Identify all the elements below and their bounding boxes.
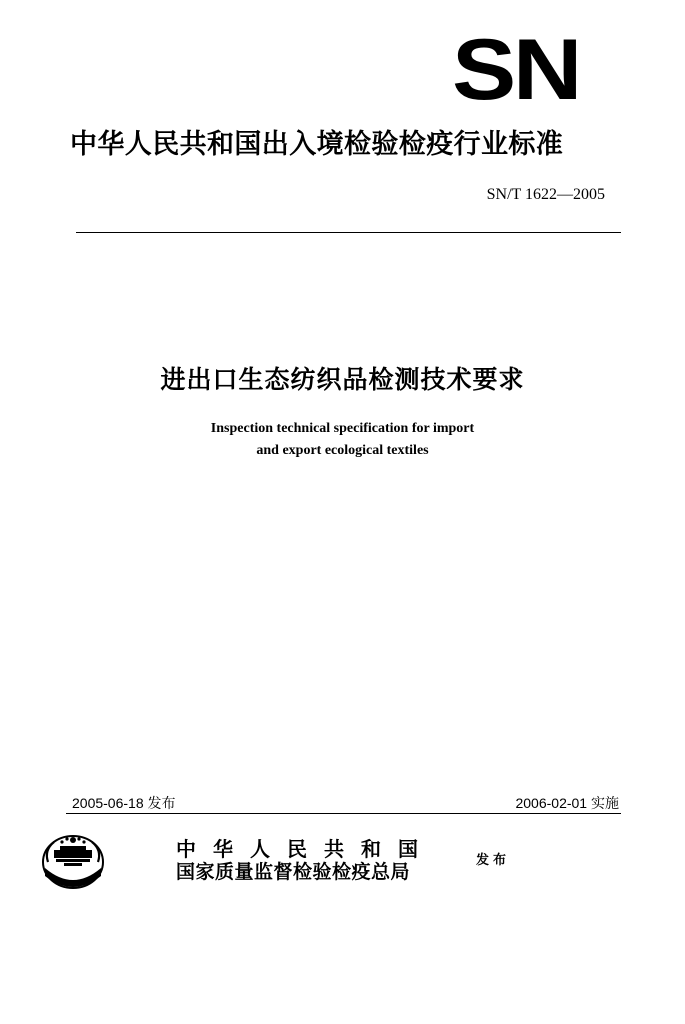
issue-date: 2005-06-18 发布 — [72, 795, 176, 811]
issuer-agency: 国家质量监督检验检疫总局 — [176, 861, 411, 883]
document-title-en-line-1: Inspection technical specification for import — [210, 421, 475, 436]
national-emblem-icon — [40, 832, 106, 892]
implementation-date: 2006-02-01 实施 — [515, 795, 619, 811]
industry-standard-title: 中华人民共和国出入境检验检疫行业标准 — [70, 129, 564, 160]
sn-logo: SN — [452, 22, 580, 118]
document-title-en-line-2: and export ecological textiles — [256, 443, 429, 458]
bottom-divider — [66, 813, 621, 814]
top-divider — [76, 232, 621, 233]
document-title-zh: 进出口生态纺织品检测技术要求 — [160, 365, 525, 394]
issuer-country: 中华人民共和国 — [176, 837, 435, 861]
issuer-suffix: 发布 — [476, 853, 511, 868]
standard-number: SN/T 1622—2005 — [486, 186, 605, 203]
